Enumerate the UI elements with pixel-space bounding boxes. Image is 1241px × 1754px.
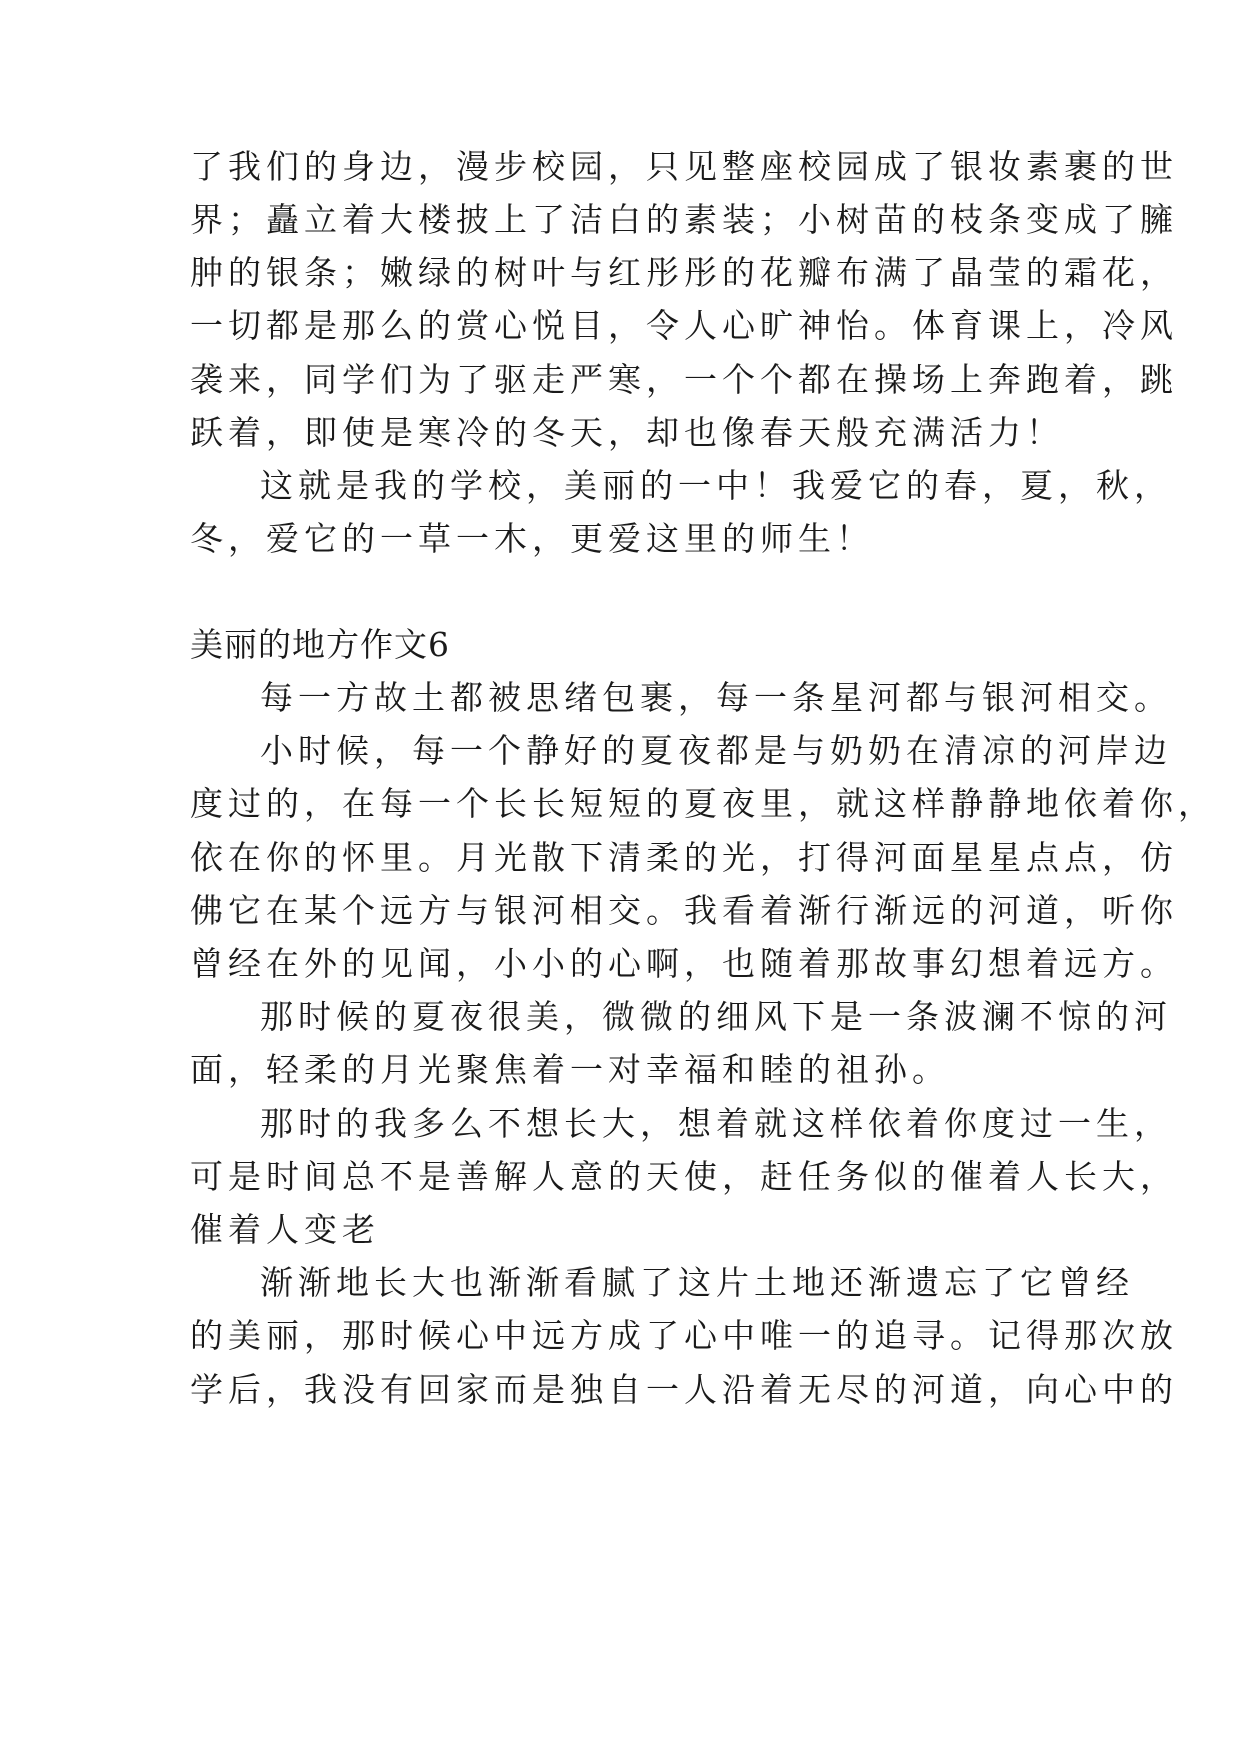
text-line: 渐渐地长大也渐渐看腻了这片土地还渐遗忘了它曾经 <box>260 1263 1134 1302</box>
text-line: 了我们的身边，漫步校园，只见整座校园成了银妆素裹的世 <box>190 147 1178 186</box>
text-line: 小时候，每一个静好的夏夜都是与奶奶在清凉的河岸边 <box>260 731 1172 770</box>
text-line: 冬，爱它的一草一木，更爱这里的师生！ <box>190 519 874 558</box>
text-line: 学后，我没有回家而是独自一人沿着无尽的河道，向心中的 <box>190 1370 1178 1409</box>
text-line: 面，轻柔的月光聚焦着一对幸福和睦的祖孙。 <box>190 1050 950 1089</box>
text-line: 那时候的夏夜很美，微微的细风下是一条波澜不惊的河 <box>260 997 1172 1036</box>
text-line: 每一方故土都被思绪包裹，每一条星河都与银河相交。 <box>260 678 1172 717</box>
text-line: 肿的银条；嫩绿的树叶与红彤彤的花瓣布满了晶莹的霜花， <box>190 253 1178 292</box>
text-line: 跃着，即使是寒冷的冬天，却也像春天般充满活力！ <box>190 413 1064 452</box>
text-line: 可是时间总不是善解人意的天使，赶任务似的催着人长大， <box>190 1157 1178 1196</box>
text-line: 那时的我多么不想长大，想着就这样依着你度过一生， <box>260 1104 1172 1143</box>
text-line: 催着人变老 <box>190 1210 380 1249</box>
section-heading: 美丽的地方作文6 <box>190 625 450 664</box>
text-line: 度过的，在每一个长长短短的夏夜里，就这样静静地依着你， <box>190 784 1216 823</box>
text-line: 依在你的怀里。月光散下清柔的光，打得河面星星点点，仿 <box>190 838 1178 877</box>
text-line: 的美丽，那时候心中远方成了心中唯一的追寻。记得那次放 <box>190 1316 1178 1355</box>
text-line: 佛它在某个远方与银河相交。我看着渐行渐远的河道，听你 <box>190 891 1178 930</box>
text-line: 一切都是那么的赏心悦目，令人心旷神怡。体育课上，冷风 <box>190 306 1178 345</box>
text-line: 界；矗立着大楼披上了洁白的素装；小树苗的枝条变成了臃 <box>190 200 1178 239</box>
text-line: 曾经在外的见闻，小小的心啊，也随着那故事幻想着远方。 <box>190 944 1178 983</box>
text-line: 袭来，同学们为了驱走严寒，一个个都在操场上奔跑着，跳 <box>190 360 1178 399</box>
text-line: 这就是我的学校，美丽的一中！我爱它的春，夏，秋， <box>260 466 1172 505</box>
